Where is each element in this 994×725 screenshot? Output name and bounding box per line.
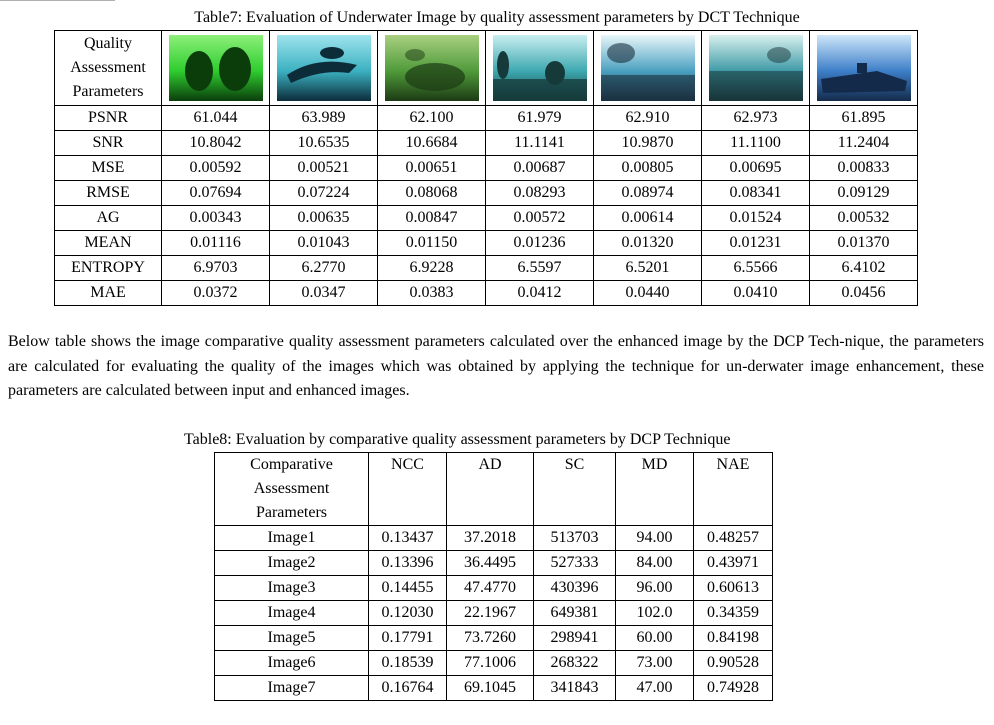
table7-image-row: [55, 31, 918, 106]
table-cell: 0.0372: [162, 281, 270, 306]
table-cell: 47.00: [616, 676, 694, 701]
table8-header-label: [215, 453, 369, 526]
table-cell: 73.7260: [447, 626, 534, 651]
table-cell: 11.2404: [810, 131, 918, 156]
image-cell: [702, 31, 810, 106]
underwater-shark-image: [277, 35, 371, 101]
table-cell: 0.84198: [694, 626, 773, 651]
table-cell: 62.910: [594, 106, 702, 131]
row-label: Image2: [215, 551, 369, 576]
table-row: [215, 576, 773, 601]
table-cell: 0.00847: [378, 206, 486, 231]
table-cell: 0.00572: [486, 206, 594, 231]
table-cell: 0.34359: [694, 601, 773, 626]
table-cell: 63.989: [270, 106, 378, 131]
column-header: NAE: [694, 453, 773, 526]
table-cell: 268322: [534, 651, 616, 676]
table-cell: 0.12030: [369, 601, 447, 626]
table-cell: 94.00: [616, 526, 694, 551]
table-cell: 6.5597: [486, 256, 594, 281]
table-cell: 0.16764: [369, 676, 447, 701]
table8-header-row: [215, 453, 773, 526]
header-line: Comparative: [250, 456, 333, 473]
table-cell: 0.01524: [702, 206, 810, 231]
table-row: [55, 181, 918, 206]
table-cell: 96.00: [616, 576, 694, 601]
table-cell: 0.01236: [486, 231, 594, 256]
table-cell: 77.1006: [447, 651, 534, 676]
row-label: Image5: [215, 626, 369, 651]
body-paragraph: Below table shows the image comparative quality assessment parameters calculated over the enhanced image by the DCP Tech-nique, the parameters are calculated for evaluating the quality of the images which was obtained by applying the technique for un-derwater image enhancement, these parameters are calculated between input and enhanced images.: [8, 333, 984, 399]
table-cell: 62.100: [378, 106, 486, 131]
table-cell: 0.60613: [694, 576, 773, 601]
image-cell: [270, 31, 378, 106]
table-cell: 0.74928: [694, 676, 773, 701]
table-cell: 0.01150: [378, 231, 486, 256]
row-label: MEAN: [55, 231, 162, 256]
row-label: Image1: [215, 526, 369, 551]
image-cell: [162, 31, 270, 106]
table-row: [215, 551, 773, 576]
table-row: [55, 156, 918, 181]
table-cell: 0.14455: [369, 576, 447, 601]
table-cell: 10.8042: [162, 131, 270, 156]
table-cell: 11.1100: [702, 131, 810, 156]
table-cell: 0.00833: [810, 156, 918, 181]
table-cell: 0.0456: [810, 281, 918, 306]
table-row: [55, 106, 918, 131]
column-header: MD: [616, 453, 694, 526]
table8-caption: Table8: Evaluation by comparative quality assessment parameters by DCP Technique: [184, 431, 731, 448]
row-label: PSNR: [55, 106, 162, 131]
table-row: [215, 626, 773, 651]
table8: [214, 452, 773, 701]
table-cell: 298941: [534, 626, 616, 651]
header-line: Parameters: [255, 504, 328, 521]
table-cell: 0.0383: [378, 281, 486, 306]
table-row: [55, 231, 918, 256]
row-label: MAE: [55, 281, 162, 306]
table-cell: 0.01116: [162, 231, 270, 256]
table-row: [55, 206, 918, 231]
table7-caption: Table7: Evaluation of Underwater Image by quality assessment parameters by DCT Technique: [194, 9, 800, 26]
table-cell: 0.01231: [702, 231, 810, 256]
table-row: [215, 526, 773, 551]
table-cell: 0.90528: [694, 651, 773, 676]
underwater-coral-image: [709, 35, 803, 101]
table-cell: 6.5201: [594, 256, 702, 281]
table-row: [55, 256, 918, 281]
table-cell: 0.13396: [369, 551, 447, 576]
table-cell: 102.0: [616, 601, 694, 626]
table-cell: 36.4495: [447, 551, 534, 576]
table-cell: 0.00687: [486, 156, 594, 181]
table-cell: 6.9703: [162, 256, 270, 281]
table7: [54, 30, 918, 306]
header-line: Parameters: [72, 83, 144, 100]
table-cell: 6.5566: [702, 256, 810, 281]
table-cell: 60.00: [616, 626, 694, 651]
image-cell: [378, 31, 486, 106]
table-cell: 0.48257: [694, 526, 773, 551]
table-cell: 0.18539: [369, 651, 447, 676]
row-label: Image7: [215, 676, 369, 701]
table-cell: 0.00651: [378, 156, 486, 181]
table-cell: 0.01043: [270, 231, 378, 256]
underwater-diver-reef-image: [493, 35, 587, 101]
table-row: [215, 676, 773, 701]
table-cell: 0.0410: [702, 281, 810, 306]
table-cell: 0.00695: [702, 156, 810, 181]
table-row: [215, 651, 773, 676]
table-cell: 10.6535: [270, 131, 378, 156]
underwater-shipwreck-image: [817, 35, 911, 101]
table-cell: 0.08068: [378, 181, 486, 206]
row-label: AG: [55, 206, 162, 231]
table-cell: 0.08974: [594, 181, 702, 206]
image-cell: [810, 31, 918, 106]
header-line: Assessment: [253, 480, 330, 497]
table-cell: 0.01320: [594, 231, 702, 256]
table-cell: 0.43971: [694, 551, 773, 576]
table-cell: 0.0347: [270, 281, 378, 306]
table-cell: 6.2770: [270, 256, 378, 281]
row-label: MSE: [55, 156, 162, 181]
table-cell: 0.00343: [162, 206, 270, 231]
table-cell: 0.07694: [162, 181, 270, 206]
underwater-turtle-image: [385, 35, 479, 101]
table-row: [55, 281, 918, 306]
table-cell: 22.1967: [447, 601, 534, 626]
table-cell: 527333: [534, 551, 616, 576]
column-header: NCC: [369, 453, 447, 526]
table-cell: 47.4770: [447, 576, 534, 601]
table7-header-label: [55, 31, 162, 106]
table-cell: 0.13437: [369, 526, 447, 551]
table-cell: 6.4102: [810, 256, 918, 281]
table-cell: 0.0440: [594, 281, 702, 306]
row-label: Image4: [215, 601, 369, 626]
header-line: Assessment: [70, 59, 146, 76]
table-cell: 0.08341: [702, 181, 810, 206]
row-label: SNR: [55, 131, 162, 156]
header-rule: [0, 0, 115, 1]
table-cell: 0.00635: [270, 206, 378, 231]
table-cell: 0.00521: [270, 156, 378, 181]
underwater-sand-reef-image: [601, 35, 695, 101]
table-cell: 0.07224: [270, 181, 378, 206]
column-header: SC: [534, 453, 616, 526]
table-cell: 61.979: [486, 106, 594, 131]
row-label: Image3: [215, 576, 369, 601]
image-cell: [486, 31, 594, 106]
table-cell: 649381: [534, 601, 616, 626]
table-cell: 61.044: [162, 106, 270, 131]
row-label: ENTROPY: [55, 256, 162, 281]
table-cell: 0.00532: [810, 206, 918, 231]
table-cell: 0.08293: [486, 181, 594, 206]
table-cell: 0.09129: [810, 181, 918, 206]
table-row: [215, 601, 773, 626]
table-cell: 84.00: [616, 551, 694, 576]
row-label: RMSE: [55, 181, 162, 206]
table-cell: 0.00805: [594, 156, 702, 181]
table-cell: 341843: [534, 676, 616, 701]
table-cell: 0.17791: [369, 626, 447, 651]
table-cell: 10.9870: [594, 131, 702, 156]
table-cell: 37.2018: [447, 526, 534, 551]
table-cell: 73.00: [616, 651, 694, 676]
table-cell: 61.895: [810, 106, 918, 131]
table-cell: 69.1045: [447, 676, 534, 701]
table-cell: 0.01370: [810, 231, 918, 256]
table-cell: 6.9228: [378, 256, 486, 281]
image-cell: [594, 31, 702, 106]
table-cell: 10.6684: [378, 131, 486, 156]
table-cell: 430396: [534, 576, 616, 601]
table-row: [55, 131, 918, 156]
table-cell: 0.00592: [162, 156, 270, 181]
table-cell: 0.00614: [594, 206, 702, 231]
row-label: Image6: [215, 651, 369, 676]
table-cell: 62.973: [702, 106, 810, 131]
table-cell: 513703: [534, 526, 616, 551]
table-cell: 11.1141: [486, 131, 594, 156]
column-header: AD: [447, 453, 534, 526]
header-line: Quality: [84, 35, 132, 52]
underwater-divers-green-image: [169, 35, 263, 101]
table-cell: 0.0412: [486, 281, 594, 306]
